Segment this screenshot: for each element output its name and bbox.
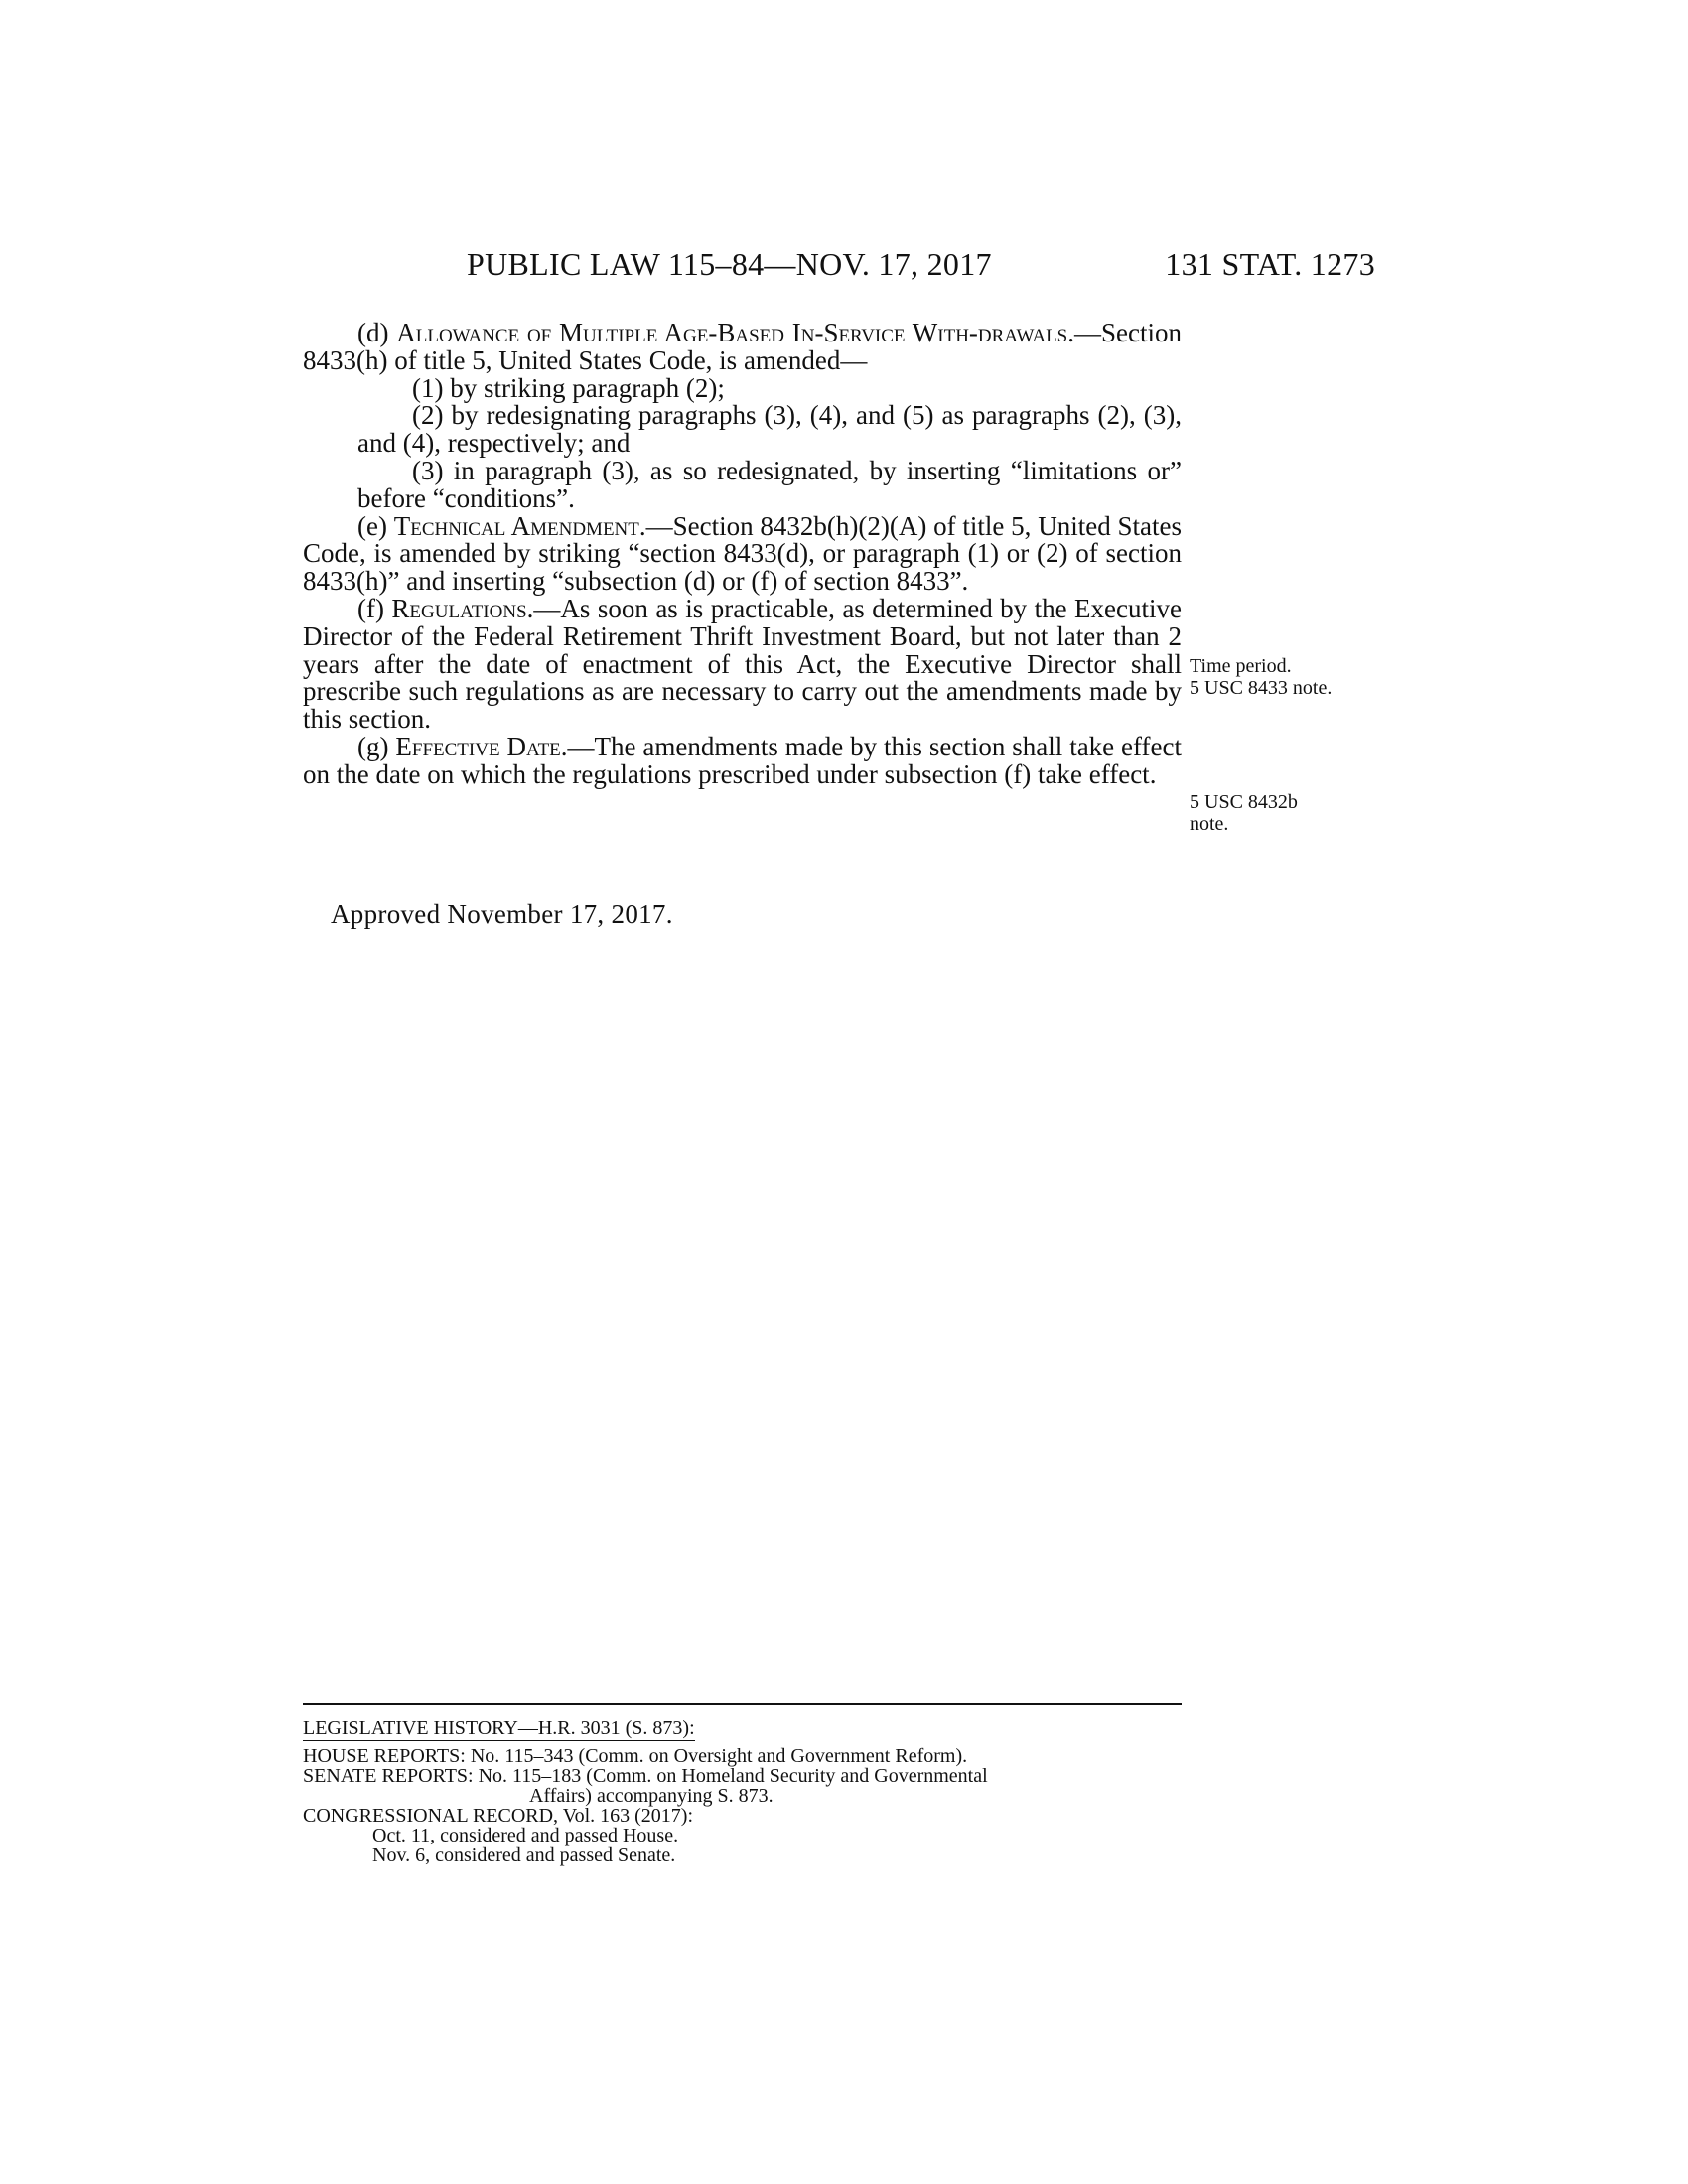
record-event-senate: Nov. 6, considered and passed Senate.	[372, 1844, 676, 1866]
subsection-g-text: —The amendments made by this section shall take effect on the date on which the regulations prescribed under subsection (f) take effect.	[303, 731, 1183, 789]
subsection-g	[303, 731, 1183, 789]
senate-reports: SENATE REPORTS: No. 115–183 (Comm. on Homeland Security and Governmental	[303, 1765, 988, 1787]
subsection-d	[303, 320, 1182, 375]
paragraph-3	[303, 455, 1182, 513]
subsection-f-label: (f)	[357, 593, 392, 623]
subsection-d-label: (d)	[357, 318, 397, 347]
paragraph-3-text: (3) in paragraph (3), as so redesignated, by inserting “limitations or” before “conditions”.	[357, 455, 1182, 513]
subsection-e-heading: Technical Amendment.	[393, 510, 646, 541]
subsection-d-heading: Allowance of Multiple Age-Based In-Service With-drawals.	[396, 318, 1074, 347]
statute-citation: 131 STAT. 1273	[1165, 246, 1375, 282]
legislative-history-title	[303, 1718, 1182, 1738]
body-text	[303, 320, 1182, 789]
margin-note-line: note.	[1190, 813, 1229, 835]
paragraph-1	[303, 372, 1182, 403]
subsection-e	[303, 510, 1182, 597]
margin-note-line: Time period.	[1190, 655, 1292, 677]
senate-reports-continued: Affairs) accompanying S. 873.	[529, 1785, 774, 1807]
subsection-f-text: —As soon as is practicable, as determined by the Executive Director of the Federal Retirement Thrift Investment Board, but not later than 2 years after the date of enactment of this Act, the Executive Director shall prescribe such regulations as are necessary to carry out the amendments made by this section.	[303, 593, 1182, 735]
approval-date: Approved November 17, 2017.	[331, 899, 673, 929]
margin-note-usc-8432b	[1190, 791, 1298, 835]
subsection-g-label: (g)	[357, 731, 396, 761]
legislative-history-title-text: LEGISLATIVE HISTORY—H.R. 3031 (S. 873):	[303, 1717, 695, 1739]
subsection-d-text: —Section 8433(h) of title 5, United States Code, is amended—	[303, 318, 1182, 375]
congressional-record: CONGRESSIONAL RECORD, Vol. 163 (2017):	[303, 1805, 693, 1827]
footnote-rule	[303, 1703, 1182, 1705]
subsection-e-text: —Section 8432b(h)(2)(A) of title 5, United States Code, is amended by striking “section 8433(d), or paragraph (1) or (2) of section 8433(h)” and inserting “subsection (d) or (f) of section 8433”.	[303, 510, 1182, 597]
paragraph-1-text: (1) by striking paragraph (2);	[412, 372, 725, 403]
paragraph-2-text: (2) by redesignating paragraphs (3), (4), and (5) as paragraphs (2), (3), and (4), respectively; and	[357, 400, 1182, 459]
subsection-f	[303, 593, 1182, 735]
legislative-history	[303, 1703, 1182, 1865]
subsection-e-label: (e)	[357, 510, 394, 541]
margin-note-time-period	[1190, 655, 1332, 699]
subsection-g-heading: Effective Date.	[395, 731, 568, 761]
margin-note-line: 5 USC 8432b	[1190, 791, 1298, 813]
paragraph-2	[303, 402, 1182, 458]
page-header	[303, 246, 1375, 286]
subsection-f-heading: Regulations.	[391, 593, 534, 623]
margin-note-line: 5 USC 8433 note.	[1190, 677, 1333, 699]
running-head: PUBLIC LAW 115–84—NOV. 17, 2017	[467, 246, 992, 282]
house-reports: HOUSE REPORTS: No. 115–343 (Comm. on Oversight and Government Reform).	[303, 1745, 968, 1767]
record-event-house: Oct. 11, considered and passed House.	[372, 1825, 679, 1846]
